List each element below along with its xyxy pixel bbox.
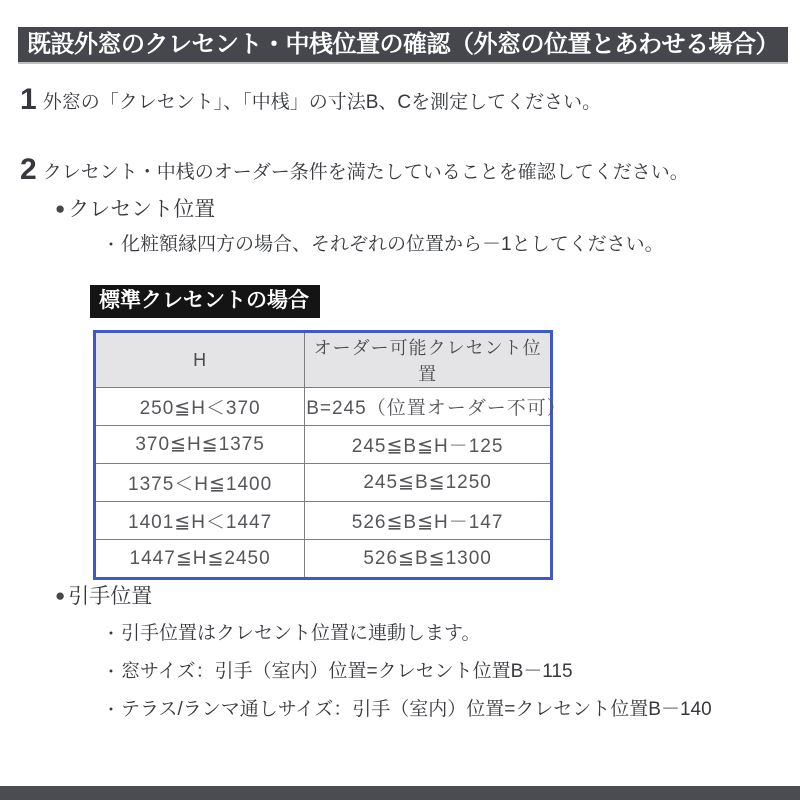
crescent-position-heading-text: クレセント位置	[68, 198, 216, 221]
dot-icon: ・	[103, 626, 120, 643]
standard-crescent-label	[90, 285, 320, 318]
table-row	[95, 464, 552, 502]
table-cell-h-range: 250≦H＜370	[95, 388, 305, 426]
table-cell-h-range: 1447≦H≦2450	[95, 540, 305, 579]
table-cell-order-range: 245≦B≦H－125	[305, 426, 552, 464]
table-cell-order-range: 245≦B≦1250	[305, 464, 552, 502]
step-1-number: 1	[20, 83, 37, 116]
handle-position-heading-text: 引手位置	[68, 585, 153, 608]
table-cell-order-range: 526≦B≦1300	[305, 540, 552, 579]
table-row	[95, 502, 552, 540]
table-cell-h-range: 1401≦H＜1447	[95, 502, 305, 540]
table-cell-order-range: 526≦B≦H－147	[305, 502, 552, 540]
table-row	[95, 426, 552, 464]
handle-note-window-size	[103, 656, 573, 683]
crescent-position-note	[103, 229, 664, 256]
table-row	[95, 540, 552, 579]
handle-note-linked	[103, 618, 481, 645]
step-1-text: 外窓の「クレセント」、「中桟」の寸法B、Cを測定してください。	[42, 92, 602, 113]
dot-icon: ・	[103, 237, 120, 254]
table-cell-order-range: B=245（位置オーダー不可）	[305, 388, 552, 426]
step-2-number: 2	[20, 153, 37, 186]
table-header-h: H	[95, 332, 305, 388]
step-2	[20, 154, 689, 186]
table-header-row	[95, 332, 552, 388]
bullet-icon: ●	[55, 586, 66, 605]
bullet-icon: ●	[55, 199, 66, 218]
table-cell-h-range: 370≦H≦1375	[95, 426, 305, 464]
handle-note-terrace-size-text: テラス/ランマ通しサイズ：引手（室内）位置=クレセント位置B－140	[121, 699, 712, 720]
crescent-position-note-text: 化粧額縁四方の場合、それぞれの位置から－1としてください。	[121, 234, 664, 255]
step-1	[20, 84, 601, 116]
standard-crescent-label-text: 標準クレセントの場合	[99, 289, 309, 312]
handle-note-window-size-text: 窓サイズ：引手（室内）位置=クレセント位置B－115	[121, 661, 573, 682]
handle-note-linked-text: 引手位置はクレセント位置に連動します。	[121, 623, 481, 644]
section-header-title: 既設外窓のクレセント・中桟位置の確認（外窓の位置とあわせる場合）	[27, 31, 779, 58]
crescent-position-heading	[55, 193, 215, 223]
next-section-bar-partial	[0, 786, 800, 800]
table-row	[95, 388, 552, 426]
handle-note-terrace-size	[103, 694, 712, 721]
table-cell-h-range: 1375＜H≦1400	[95, 464, 305, 502]
handle-position-heading	[55, 580, 152, 610]
dot-icon: ・	[103, 702, 120, 719]
section-header-bar	[18, 27, 788, 62]
dot-icon: ・	[103, 664, 120, 681]
step-2-text: クレセント・中桟のオーダー条件を満たしていることを確認してください。	[42, 162, 689, 183]
crescent-position-table	[93, 330, 567, 580]
table-header-order: オーダー可能クレセント位置	[305, 332, 552, 388]
